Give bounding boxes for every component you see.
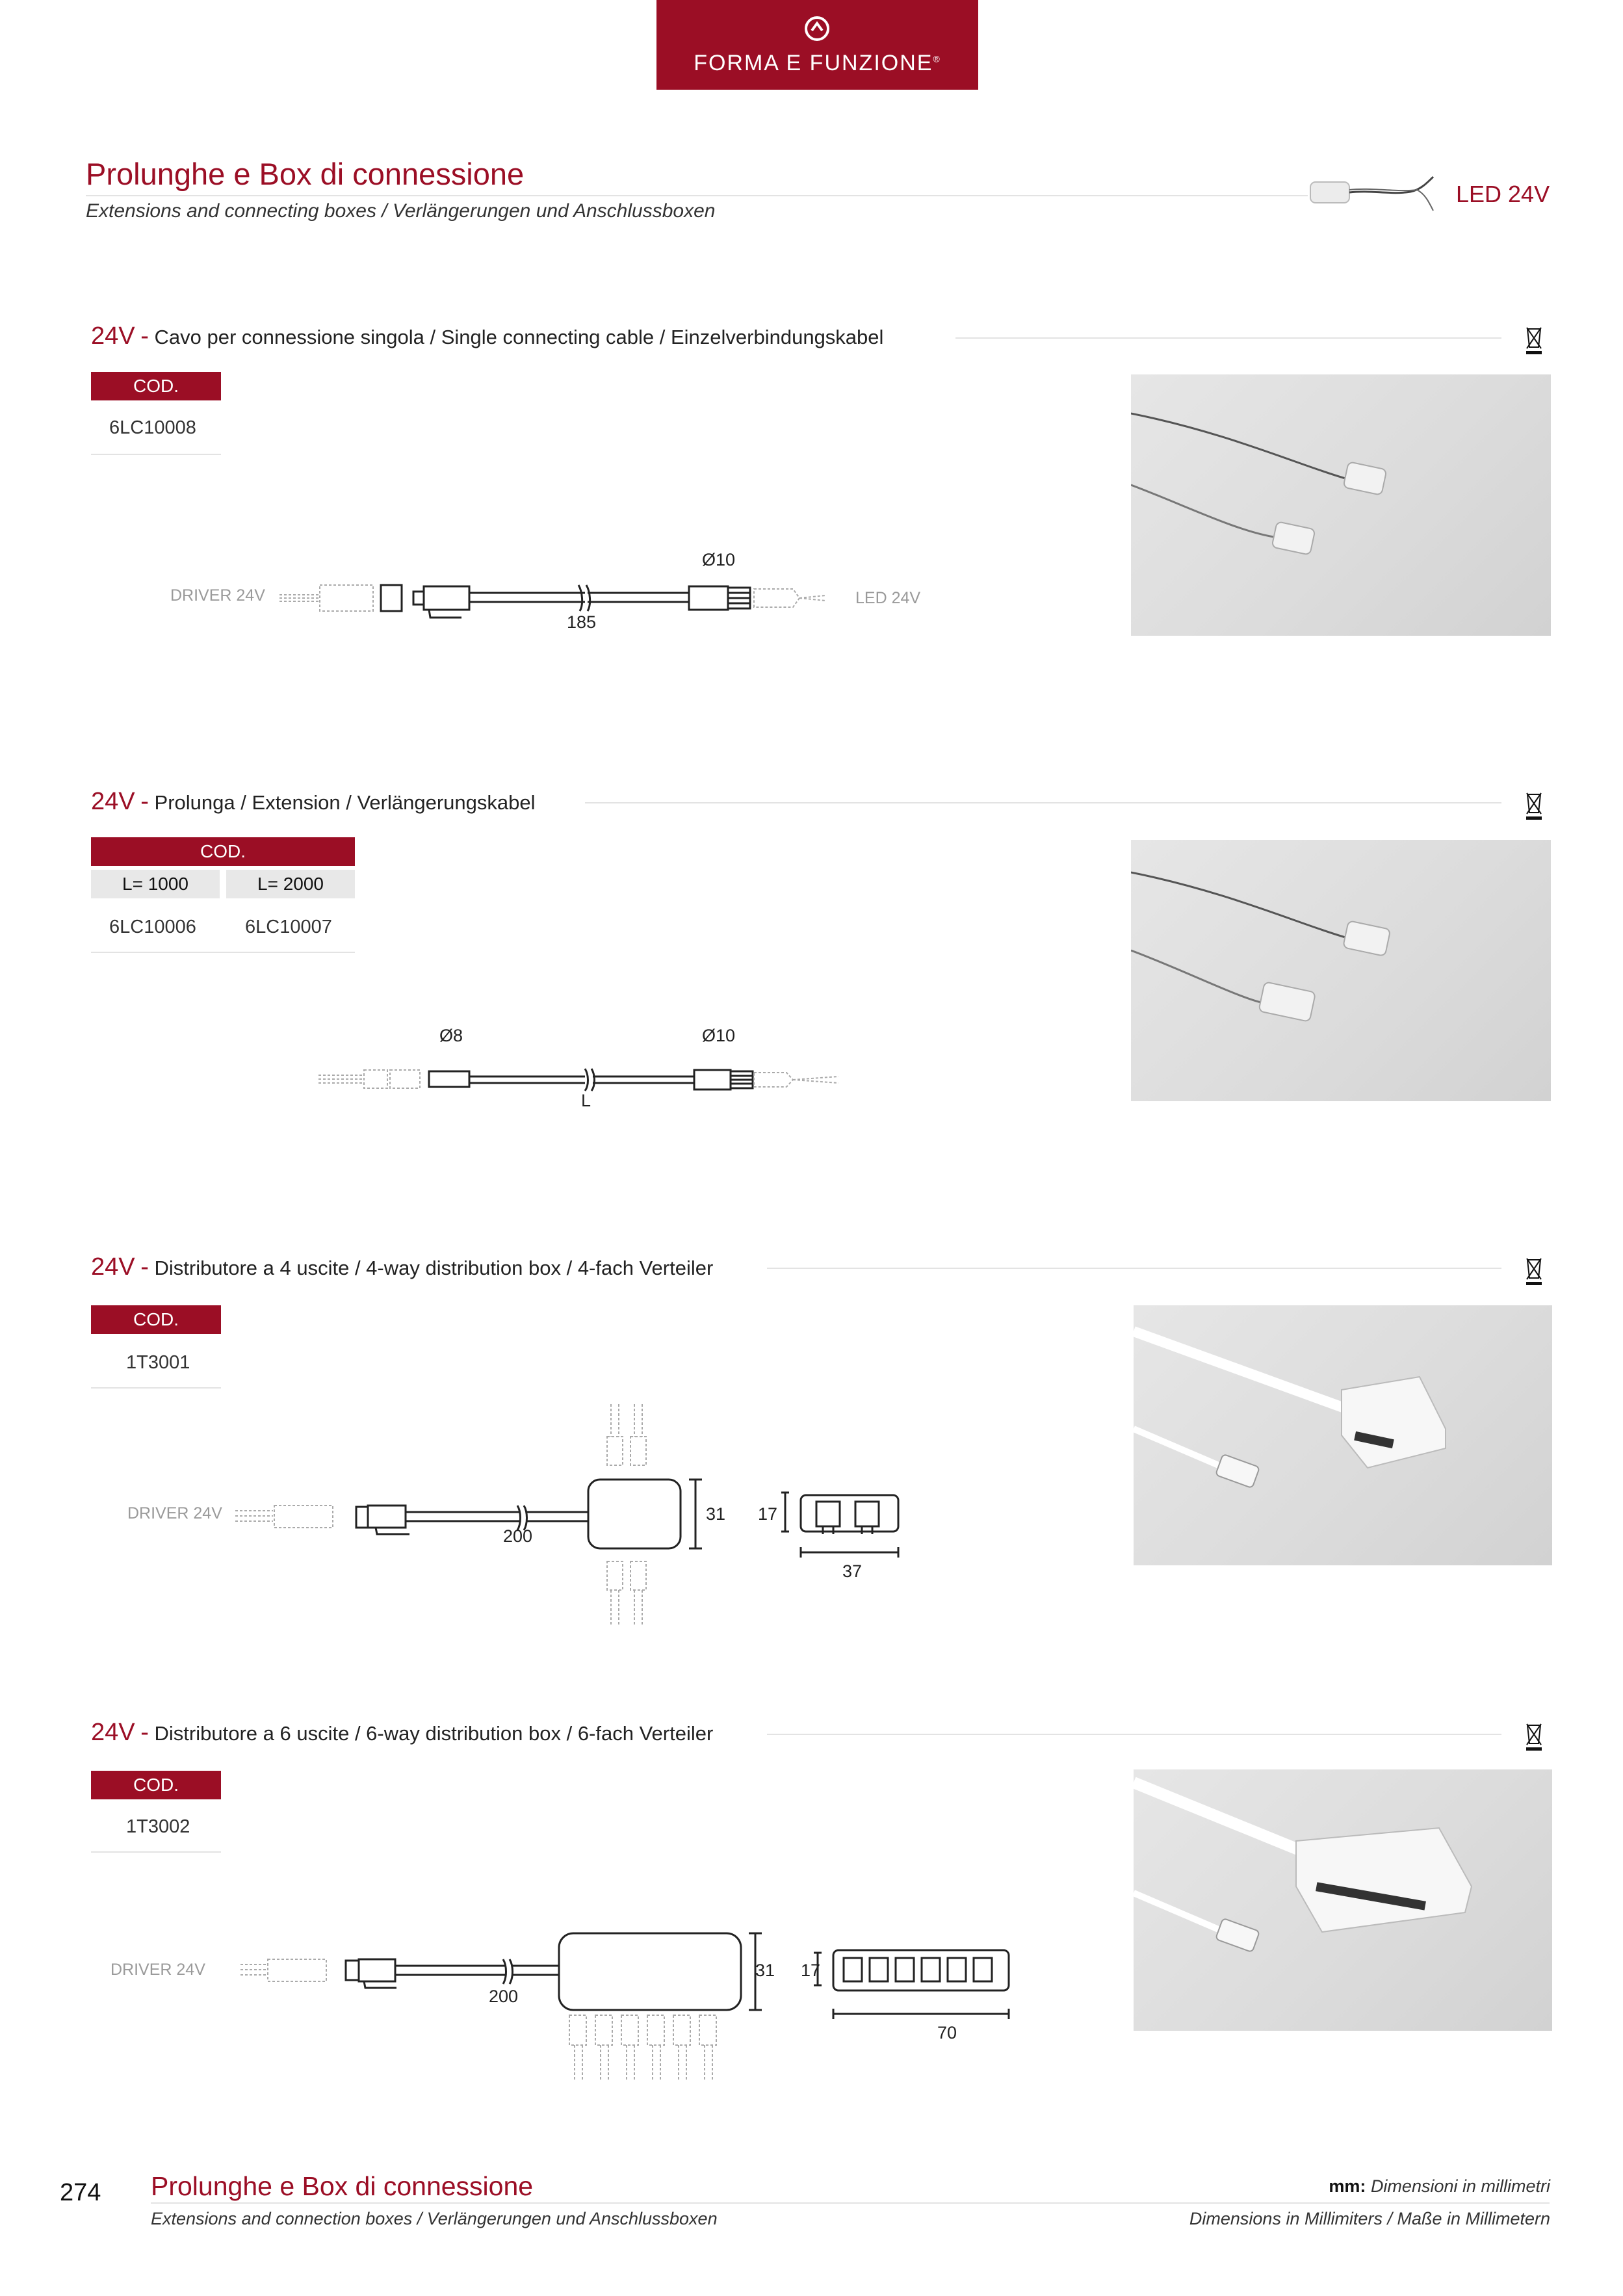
- section-divider: [585, 802, 1501, 803]
- unit-note: mm: Dimensioni in millimetri: [1329, 2176, 1550, 2196]
- footer-title: Prolunghe e Box di connessione: [151, 2171, 534, 2201]
- weee-bin-icon: [1524, 1255, 1544, 1291]
- length-dim: 185: [567, 612, 597, 632]
- brand-logo: [656, 0, 978, 90]
- cod-header: COD.: [91, 837, 355, 866]
- led-strip-thumbnail: [1306, 170, 1436, 216]
- distribution-box-6way-diagram: [221, 1911, 1066, 2093]
- section-divider: [767, 1268, 1501, 1269]
- section-divider: [955, 337, 1501, 339]
- table-rule: [91, 952, 355, 953]
- voltage-label: 24V: [91, 322, 135, 350]
- length-dim: 200: [503, 1526, 533, 1546]
- length-dim: L: [581, 1091, 591, 1110]
- footer-subtitle: Extensions and connection boxes / Verlängerungen und Anschlussboxen: [151, 2209, 718, 2228]
- unit-note-translation: Dimensions in Millimiters / Maße in Millimetern: [1189, 2209, 1550, 2228]
- led-label: LED 24V: [855, 589, 921, 607]
- length-dim: 200: [489, 1987, 519, 2006]
- page-number: 274: [60, 2179, 101, 2206]
- driver-label: DRIVER 24V: [127, 1504, 222, 1522]
- page-title: Prolunghe e Box di connessione: [86, 157, 525, 191]
- product-code: 6LC10007: [245, 917, 332, 937]
- brand-name: FORMA E FUNZIONE®: [694, 51, 941, 75]
- length-column-2000: L= 2000: [226, 870, 355, 898]
- voltage-label: 24V: [91, 1719, 135, 1746]
- section-title: 24V - Cavo per connessione singola / Single connecting cable / Einzelverbindungskabel: [91, 322, 884, 350]
- depth-dim: 17: [758, 1504, 778, 1524]
- table-rule: [91, 1387, 221, 1389]
- depth-dim: 17: [801, 1961, 821, 1980]
- driver-label: DRIVER 24V: [110, 1961, 205, 1979]
- product-code: 6LC10008: [109, 417, 196, 438]
- voltage-label: 24V: [91, 1253, 135, 1281]
- weee-bin-icon: [1524, 789, 1544, 826]
- distribution-box-4way-diagram: [221, 1398, 936, 1645]
- section-title: 24V - Distributore a 6 uscite / 6-way distribution box / 6-fach Verteiler: [91, 1719, 714, 1746]
- cod-header: COD.: [91, 1771, 221, 1799]
- product-code: 1T3002: [126, 1816, 190, 1837]
- product-photo: [1134, 1769, 1552, 2031]
- width-dim: 70: [937, 2023, 957, 2042]
- product-photo: [1134, 1305, 1552, 1565]
- product-code: 1T3001: [126, 1352, 190, 1373]
- section-title: 24V - Prolunga / Extension / Verlängerungskabel: [91, 788, 536, 815]
- product-photo: [1131, 840, 1551, 1101]
- diameter-right-dim: Ø10: [702, 1026, 736, 1045]
- diameter-dim: Ø10: [702, 550, 736, 569]
- product-photo: [1131, 374, 1551, 636]
- length-column-1000: L= 1000: [91, 870, 220, 898]
- product-code: 6LC10006: [109, 917, 196, 937]
- cod-header: COD.: [91, 1305, 221, 1334]
- section-divider: [767, 1734, 1501, 1735]
- brand-logo-icon: [803, 14, 831, 43]
- section-title: 24V - Distributore a 4 uscite / 4-way distribution box / 4-fach Verteiler: [91, 1253, 714, 1281]
- driver-label: DRIVER 24V: [170, 586, 265, 605]
- diameter-left-dim: Ø8: [439, 1026, 463, 1045]
- page-subtitle: Extensions and connecting boxes / Verlängerungen und Anschlussboxen: [86, 200, 716, 222]
- width-dim: 37: [842, 1561, 863, 1581]
- table-rule: [91, 1851, 221, 1853]
- height-dim: 31: [755, 1961, 775, 1980]
- footer-divider: [151, 2202, 1550, 2204]
- voltage-label: 24V: [91, 788, 135, 815]
- cod-header: COD.: [91, 372, 221, 400]
- weee-bin-icon: [1524, 1720, 1544, 1756]
- weee-bin-icon: [1524, 324, 1544, 360]
- header-divider: [86, 195, 1308, 196]
- table-rule: [91, 454, 221, 455]
- led-24v-tag: LED 24V: [1456, 181, 1550, 207]
- height-dim: 31: [706, 1504, 726, 1524]
